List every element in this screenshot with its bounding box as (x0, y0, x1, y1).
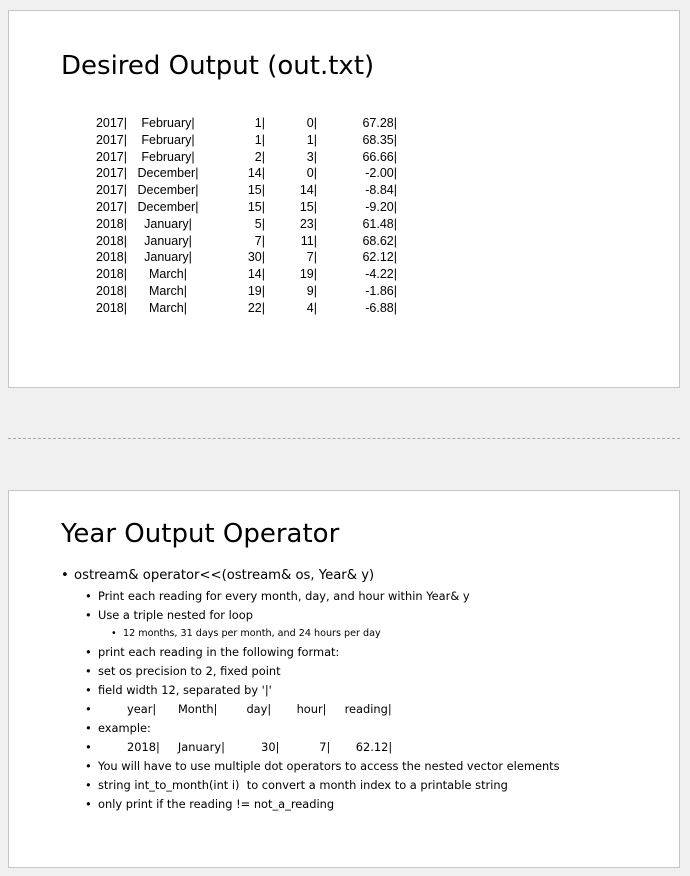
bullet-icon: • (85, 702, 92, 716)
year-cell: 2018| (95, 216, 127, 231)
list-item (61, 776, 671, 795)
bullet-text: Print each reading for every month, day, and hour within Year& y (98, 589, 470, 603)
slide-desired-output[interactable] (8, 10, 680, 388)
hour-cell: 15| (299, 199, 317, 214)
output-table (91, 115, 411, 317)
reading-cell: -2.00| (365, 166, 397, 181)
table-row (91, 233, 411, 250)
bullet-text: ostream& operator<<(ostream& os, Year& y) (74, 568, 375, 583)
hour-cell: 11| (300, 233, 317, 248)
table-row (91, 182, 411, 199)
slide-year-output-operator[interactable] (8, 490, 680, 868)
list-item (61, 795, 671, 814)
day-cell: 7| (254, 233, 265, 248)
table-row (91, 115, 411, 132)
year-cell: 2017| (95, 116, 127, 130)
bullet-text: set os precision to 2, fixed point (98, 664, 281, 678)
slide-title: Desired Output (out.txt) (61, 51, 375, 81)
reading-cell: 66.66| (362, 149, 397, 164)
hour-cell: 3| (306, 149, 317, 164)
reading-cell: -9.20| (365, 199, 397, 214)
bullet-icon: • (85, 797, 92, 811)
table-row (91, 300, 411, 317)
day-cell: 15| (247, 183, 265, 198)
list-item (61, 681, 671, 700)
month-cell: March| (149, 283, 187, 298)
bullet-icon: • (85, 683, 92, 697)
year-cell: 2017| (95, 183, 127, 198)
slide-title: Year Output Operator (61, 519, 340, 549)
table-row (91, 249, 411, 266)
day-cell: 15| (247, 199, 265, 214)
month-cell: February| (141, 132, 195, 147)
reading-cell: 62.12| (362, 250, 397, 265)
bullet-text: example: (98, 721, 151, 735)
reading-cell: -1.86| (365, 283, 397, 298)
year-cell: 2018| (95, 300, 127, 315)
bullet-icon: • (85, 664, 92, 678)
month-cell: December| (137, 183, 199, 198)
month-cell: February| (141, 149, 195, 164)
list-item (61, 587, 671, 606)
year-cell: 2018| (95, 267, 127, 282)
month-cell: December| (137, 199, 199, 214)
bullet-icon: • (85, 759, 92, 773)
year-cell: 2018| (95, 283, 127, 298)
bullet-text: string int_to_month(int i) to convert a month index to a printable string (98, 778, 508, 792)
reading-cell: -6.88| (365, 300, 397, 315)
hour-cell: 14| (299, 183, 317, 198)
table-row (91, 132, 411, 149)
day-cell: 1| (254, 132, 265, 147)
year-cell: 2017| (95, 132, 127, 147)
reading-cell: -8.84| (365, 183, 397, 198)
month-cell: March| (149, 267, 187, 282)
day-cell: 30| (247, 250, 265, 265)
list-item (61, 719, 671, 738)
hour-cell: 1| (306, 132, 317, 147)
month-cell: February| (141, 116, 195, 130)
hour-cell: 4| (306, 300, 317, 315)
day-cell: 2| (254, 149, 265, 164)
day-cell: 5| (254, 216, 265, 231)
bullet-icon: • (85, 740, 92, 754)
bullet-icon: • (85, 778, 92, 792)
table-row (91, 199, 411, 216)
hour-cell: 0| (306, 166, 317, 181)
day-cell: 19| (247, 283, 265, 298)
list-item (61, 643, 671, 662)
hour-cell: 7| (306, 250, 317, 265)
day-cell: 14| (247, 166, 265, 181)
year-cell: 2018| (95, 250, 127, 265)
reading-cell: -4.22| (365, 267, 397, 282)
year-cell: 2017| (95, 166, 127, 181)
month-cell: January| (144, 250, 192, 265)
bullet-text: 2018| January| 30| 7| 62.12| (98, 740, 393, 754)
bullet-text: year| Month| day| hour| reading| (98, 702, 392, 716)
day-cell: 22| (247, 300, 265, 315)
list-item (61, 738, 671, 757)
bullet-icon: • (85, 645, 92, 659)
reading-cell: 68.35| (362, 132, 397, 147)
hour-cell: 0| (306, 116, 317, 130)
bullet-icon: • (85, 608, 92, 622)
bullet-icon: • (111, 628, 117, 639)
month-cell: January| (144, 216, 192, 231)
list-item (61, 662, 671, 681)
month-cell: January| (144, 233, 192, 248)
table-row (91, 283, 411, 300)
reading-cell: 67.28| (362, 116, 397, 130)
list-item (61, 606, 671, 625)
month-cell: March| (149, 300, 187, 315)
reading-cell: 68.62| (362, 233, 397, 248)
reading-cell: 61.48| (362, 216, 397, 231)
bullet-icon: • (85, 589, 92, 603)
day-cell: 14| (247, 267, 265, 282)
bullet-text: field width 12, separated by '|' (98, 683, 272, 697)
bullet-icon: • (85, 721, 92, 735)
year-cell: 2017| (95, 199, 127, 214)
year-cell: 2018| (95, 233, 127, 248)
hour-cell: 19| (299, 267, 317, 282)
year-cell: 2017| (95, 149, 127, 164)
day-cell: 1| (254, 116, 265, 130)
bullet-text: 12 months, 31 days per month, and 24 hours per day (123, 628, 381, 639)
bullet-list (61, 565, 671, 814)
list-item (61, 700, 671, 719)
bullet-text: Use a triple nested for loop (98, 608, 253, 622)
hour-cell: 23| (299, 216, 317, 231)
list-item (61, 565, 671, 587)
bullet-icon: • (61, 568, 69, 583)
bullet-text: print each reading in the following format: (98, 645, 340, 659)
hour-cell: 9| (306, 283, 317, 298)
month-cell: December| (137, 166, 199, 181)
list-item (61, 625, 671, 643)
table-row (91, 149, 411, 166)
bullet-text: only print if the reading != not_a_reading (98, 797, 335, 811)
table-row (91, 165, 411, 182)
list-item (61, 757, 671, 776)
table-row (91, 266, 411, 283)
slide-divider (8, 438, 680, 439)
bullet-text: You will have to use multiple dot operators to access the nested vector elements (98, 759, 560, 773)
table-row (91, 216, 411, 233)
